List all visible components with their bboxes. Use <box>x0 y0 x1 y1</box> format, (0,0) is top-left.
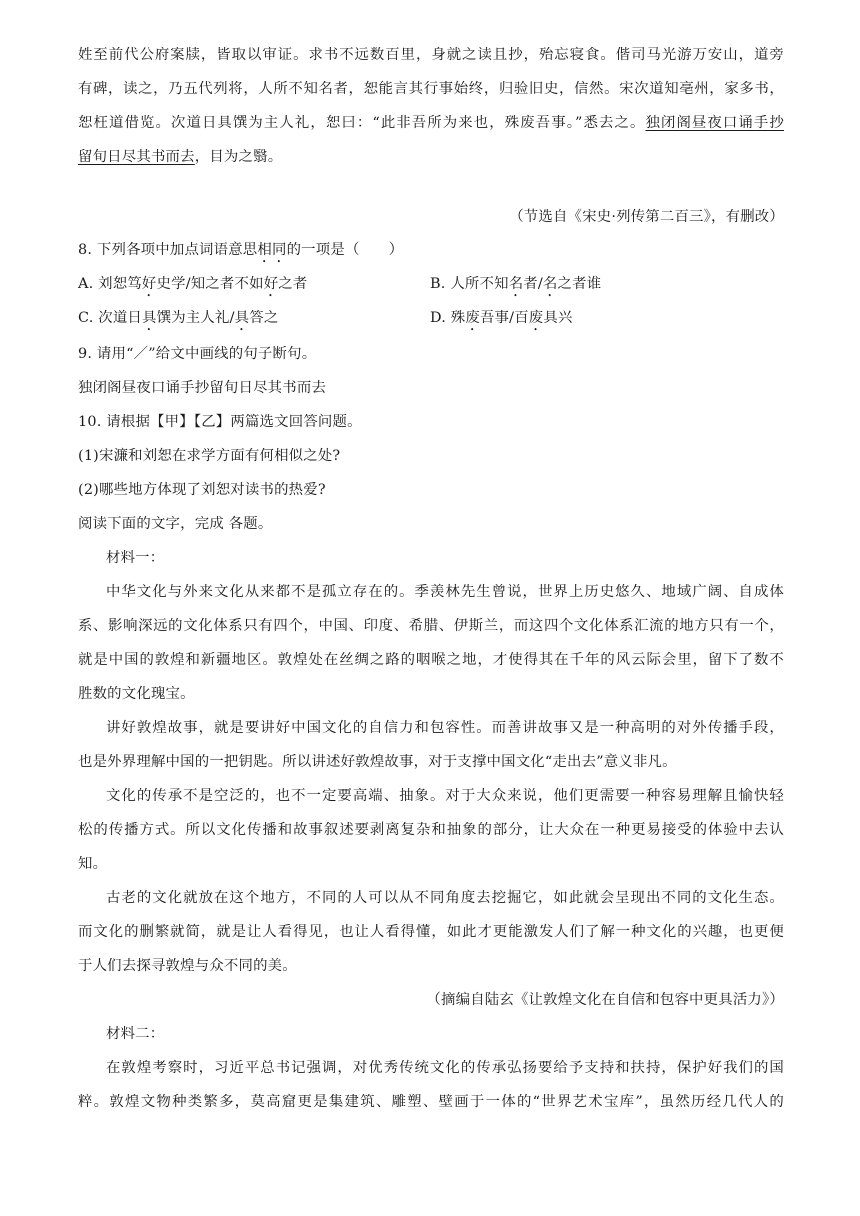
q8-b-dot1: 名 <box>508 276 524 292</box>
q8-option-b <box>430 274 784 300</box>
question-10-sub-2: (2)哪些地方体现了刘恕对读书的热爱? <box>78 482 326 498</box>
passage-line-1: 姓至前代公府案牍，皆取以审证。求书不远数百里，身就之读且抄，殆忘寝食。偕司马光游万安山，道旁 <box>78 47 784 63</box>
m1-p4-line-1: 古老的文化就放在这个地方，不同的人可以从不同角度去挖掘它，如此就会呈现出不同的文化生态。 <box>106 890 784 906</box>
q8-a-dot2: 好 <box>263 276 279 292</box>
q8-c-dot1: 具 <box>142 310 157 326</box>
q8-c-suffix: 答之 <box>249 310 279 326</box>
material-1-label: 材料一： <box>106 550 165 566</box>
underlined-sentence-part-1: 独闭阁昼夜口诵手抄 <box>645 115 784 131</box>
q8-option-c <box>78 308 428 334</box>
material-2-label: 材料二： <box>106 1026 165 1042</box>
passage-line-4 <box>78 147 784 167</box>
m1-p4-line-3: 于人们去探寻敦煌与众不同的美。 <box>78 958 297 974</box>
m1-p1-line-2: 系、影响深远的文化体系只有四个，中国、印度、希腊、伊斯兰，而这四个文化体系汇流的地方只有一个， <box>78 618 784 634</box>
q8-stem-part-b: 的一项是（ ） <box>286 242 404 258</box>
passage-line-3 <box>78 113 784 133</box>
q8-d-dot2: 废 <box>528 310 544 326</box>
m1-p4-line-2: 而文化的删繁就简，就是让人看得见，也让人看得懂，如此才更能激发人们了解一种文化的兴趣，也更便 <box>78 924 784 940</box>
m1-p1-line-1: 中华文化与外来文化从来都不是孤立存在的。季羡林先生曾说，世界上历史悠久、地域广阔、自成体 <box>106 584 784 600</box>
q8-option-a <box>78 274 428 300</box>
q8-a-prefix: A. 刘恕笃 <box>78 276 142 292</box>
q8-a-suffix: 之者 <box>278 276 308 292</box>
passage-line-3-text: 恕枉道借览。次道日具馔为主人礼，恕曰：“此非吾所为来也，殊废吾事。”悉去之。 <box>78 115 646 131</box>
q8-b-dot2: 名 <box>542 276 558 292</box>
q8-a-dot1: 好 <box>141 276 157 292</box>
m1-p3-line-3: 知。 <box>78 856 108 872</box>
q8-b-prefix: B. 人所不知 <box>430 276 509 292</box>
m1-p2-line-1: 讲好敦煌故事，就是要讲好中国文化的自信力和包容性。而善讲故事又是一种高明的对外传播手段， <box>106 720 784 736</box>
reading-intro: 阅读下面的文字，完成 各题。 <box>78 516 273 532</box>
question-8-stem <box>78 240 784 266</box>
m1-p3-line-1: 文化的传承不是空泛的，也不一定要高端、抽象。对于大众来说，他们更需要一种容易理解且愉快轻 <box>106 788 784 804</box>
question-10-sub-1: (1)宋濂和刘恕在求学方面有何相似之处? <box>78 448 341 464</box>
q8-stem-part-a: 8. 下列各项中加点词语意思 <box>78 242 258 258</box>
q8-option-d <box>430 308 784 334</box>
passage-line-4-text: ，目为之翳。 <box>194 149 283 165</box>
q8-d-dot1: 废 <box>465 310 480 326</box>
q8-a-mid: 史学/知之者不如 <box>156 276 264 292</box>
m1-p2-line-2: 也是外界理解中国的一把钥匙。所以讲述好敦煌故事，对于支撑中国文化“走出去”意义非凡。 <box>78 754 677 770</box>
q8-b-mid: 者/ <box>523 276 543 292</box>
q8-c-prefix: C. 次道日 <box>78 310 143 326</box>
question-10-stem: 10. 请根据【甲】【乙】两篇选文回答问题。 <box>78 414 362 430</box>
underlined-sentence-part-2: 留旬日尽其书而去 <box>78 149 195 165</box>
q8-b-suffix: 之者谁 <box>557 276 602 292</box>
q8-d-mid: 吾事/百 <box>479 310 529 326</box>
question-9-stem: 9. 请用“／”给文中画线的句子断句。 <box>78 346 317 362</box>
q8-c-dot2: 具 <box>234 310 250 326</box>
m2-p1-line-1: 在敦煌考察时，习近平总书记强调，对优秀传统文化的传承弘扬要给予支持和扶持，保护好我们的国 <box>106 1060 784 1076</box>
q8-d-prefix: D. 殊 <box>430 310 466 326</box>
m1-p3-line-2: 松的传播方式。所以文化传播和故事叙述要剥离复杂和抽象的部分，让大众在一种更易接受的体验中去认 <box>78 822 784 838</box>
m1-p1-line-4: 胜数的文化瑰宝。 <box>78 686 195 702</box>
passage-line-2: 有碑，读之，乃五代列将，人所不知名者，恕能言其行事始终，归验旧史，信然。宋次道知亳州，家多书， <box>78 81 784 97</box>
q8-d-suffix: 具兴 <box>543 310 573 326</box>
q8-c-mid: 馔为主人礼/ <box>156 310 235 326</box>
m1-p1-line-3: 就是中国的敦煌和新疆地区。敦煌处在丝绸之路的咽喉之地，才使得其在千年的风云际会里，留下了数不 <box>78 652 784 668</box>
m2-p1-line-2: 粹。敦煌文物种类繁多，莫高窟更是集建筑、雕塑、壁画于一体的“世界艺术宝库”，虽然历经几代人的 <box>78 1094 784 1110</box>
q8-stem-dotted: 相同 <box>257 242 287 258</box>
source-citation-2: （摘编自陆玄《让敦煌文化在自信和包容中更具活力》） <box>426 992 784 1008</box>
source-citation-1: （节选自《宋史·列传第二百三》，有删改） <box>509 209 784 225</box>
question-9-sentence: 独闭阁昼夜口诵手抄留旬日尽其书而去 <box>78 380 327 396</box>
